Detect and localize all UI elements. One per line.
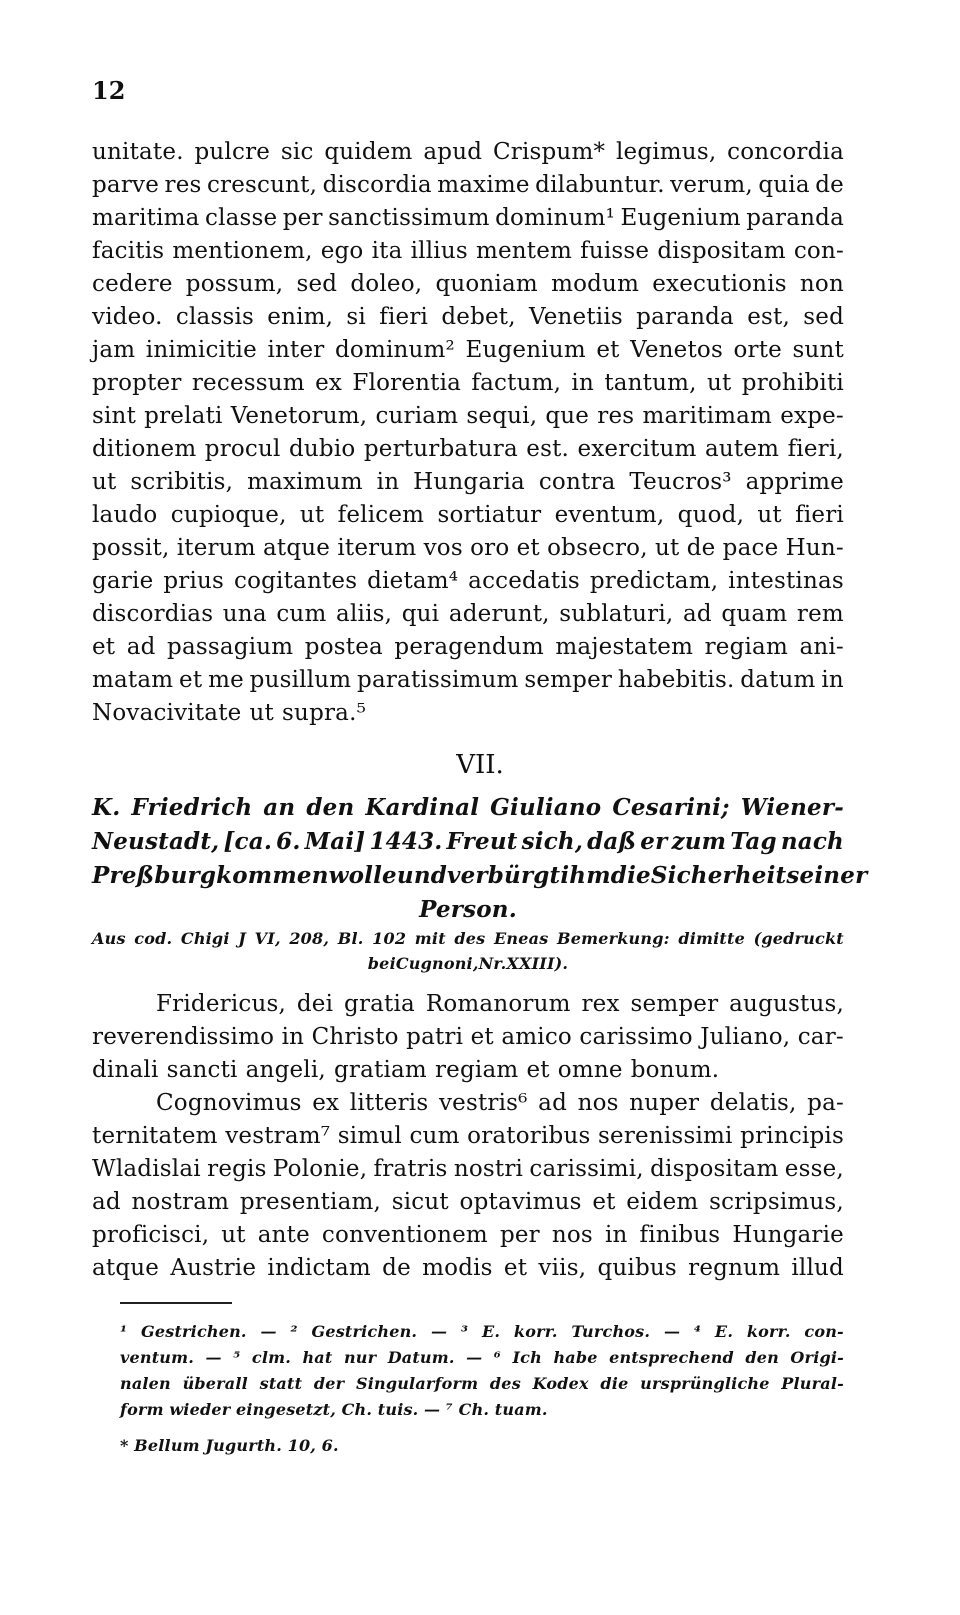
letter-line: Novacivitate ut supra.⁵ (92, 699, 367, 726)
letter-line: parve res crescunt, discordia maxime dilabuntur. verum, quia de (92, 171, 844, 198)
letter-line: propter recessum ex Florentia factum, in tantum, ut prohibiti (92, 369, 844, 396)
footnotes (120, 1318, 844, 1458)
body-line: ad nostram presentiam, sicut optavimus et eidem scripsimus, (92, 1188, 844, 1215)
notes-line: ventum. — ⁵ clm. hat nur Datum. — ⁶ Ich habe entsprechend den Origi- (120, 1347, 844, 1367)
letter-line: facitis mentionem, ego ita illius mentem fuisse dispositam con- (92, 237, 844, 264)
body-line: reverendissimo in Christo patri et amico carissimo Juliano, car- (92, 1023, 844, 1050)
body-line: ternitatem vestram⁷ simul cum oratoribus serenissimi principis (92, 1122, 844, 1149)
letter-line: et ad passagium postea peragendum majestatem regiam ani- (92, 633, 844, 660)
notes-line: nalen überall statt der Singularform des Kodex die ursprüngliche Plural- (120, 1373, 844, 1393)
letter-line: possit, iterum atque iterum vos oro et obsecro, ut de pace Hun- (92, 534, 844, 561)
letter-line: matam et me pusillum paratissimum semper habebitis. datum in (92, 666, 844, 693)
letter-line: video. classis enim, si fieri debet, Venetiis paranda est, sed (92, 303, 844, 330)
notes-line: ¹ Gestrichen. — ² Gestrichen. — ³ E. korr. Turchos. — ⁴ E. korr. con- (120, 1321, 844, 1341)
body-line: Cognovimus ex litteris vestris⁶ ad nos nuper delatis, pa- (156, 1089, 844, 1116)
letter-line: ditionem procul dubio perturbatura est. exercitum autem fieri, (92, 435, 844, 462)
notes-line: form wieder eingesetzt, Ch. tuis. — ⁷ Ch. tuam. (120, 1399, 548, 1419)
body-line: proficisci, ut ante conventionem per nos in finibus Hungarie (92, 1221, 844, 1248)
letter-line: cedere possum, sed doleo, quoniam modum executionis non (92, 270, 844, 297)
letter-line: unitate. pulcre sic quidem apud Crispum* legimus, concordia (92, 138, 844, 165)
letter-line: maritima classe per sanctissimum dominum¹ Eugenium paranda (92, 204, 844, 231)
section-number: VII. (456, 750, 504, 780)
source-line: Aus cod. Chigi J VI, 208, Bl. 102 mit des Eneas Bemerkung: dimitte (gedruckt (92, 929, 844, 948)
heading-line: Preßburg kommen wolle und verbürgt ihm die Sicherheit seiner (92, 861, 868, 889)
letter-body (92, 987, 844, 1284)
body-line: dinali sancti angeli, gratiam regiam et omne bonum. (92, 1056, 720, 1083)
document-heading (92, 790, 868, 926)
letter-line: laudo cupioque, ut felicem sortiatur eventum, quod, ut fieri (92, 501, 844, 528)
heading-line: Person. (419, 895, 517, 923)
heading-line: K. Friedrich an den Kardinal Giuliano Cesarini; Wiener- (92, 793, 844, 821)
letter-line: discordias una cum aliis, qui aderunt, sublaturi, ad quam rem (92, 600, 844, 627)
letter-line: ut scribitis, maximum in Hungaria contra Teucros³ apprime (92, 468, 844, 495)
body-line: atque Austrie indictam de modis et viis, quibus regnum illud (92, 1254, 844, 1281)
page-number: 12 (92, 76, 126, 105)
letter-line: jam inimicitie inter dominum² Eugenium et Venetos orte sunt (92, 336, 844, 363)
body-line: Wladislai regis Polonie, fratris nostri carissimi, dispositam esse, (92, 1155, 844, 1182)
notes-line: * Bellum Jugurth. 10, 6. (120, 1435, 339, 1455)
letter-line: sint prelati Venetorum, curiam sequi, que res maritimam expe- (92, 402, 844, 429)
body-line: Fridericus, dei gratia Romanorum rex semper augustus, (156, 990, 844, 1017)
letter-continuation (92, 135, 844, 729)
letter-line: garie prius cogitantes dietam⁴ accedatis predictam, intestinas (92, 567, 844, 594)
heading-line: Neustadt, [ca. 6. Mai] 1443. Freut sich, daß er zum Tag nach (92, 827, 844, 855)
footnote-rule (120, 1302, 232, 1304)
source-note (92, 926, 844, 976)
source-line: bei Cugnoni, Nr. XXIII). (367, 954, 569, 973)
